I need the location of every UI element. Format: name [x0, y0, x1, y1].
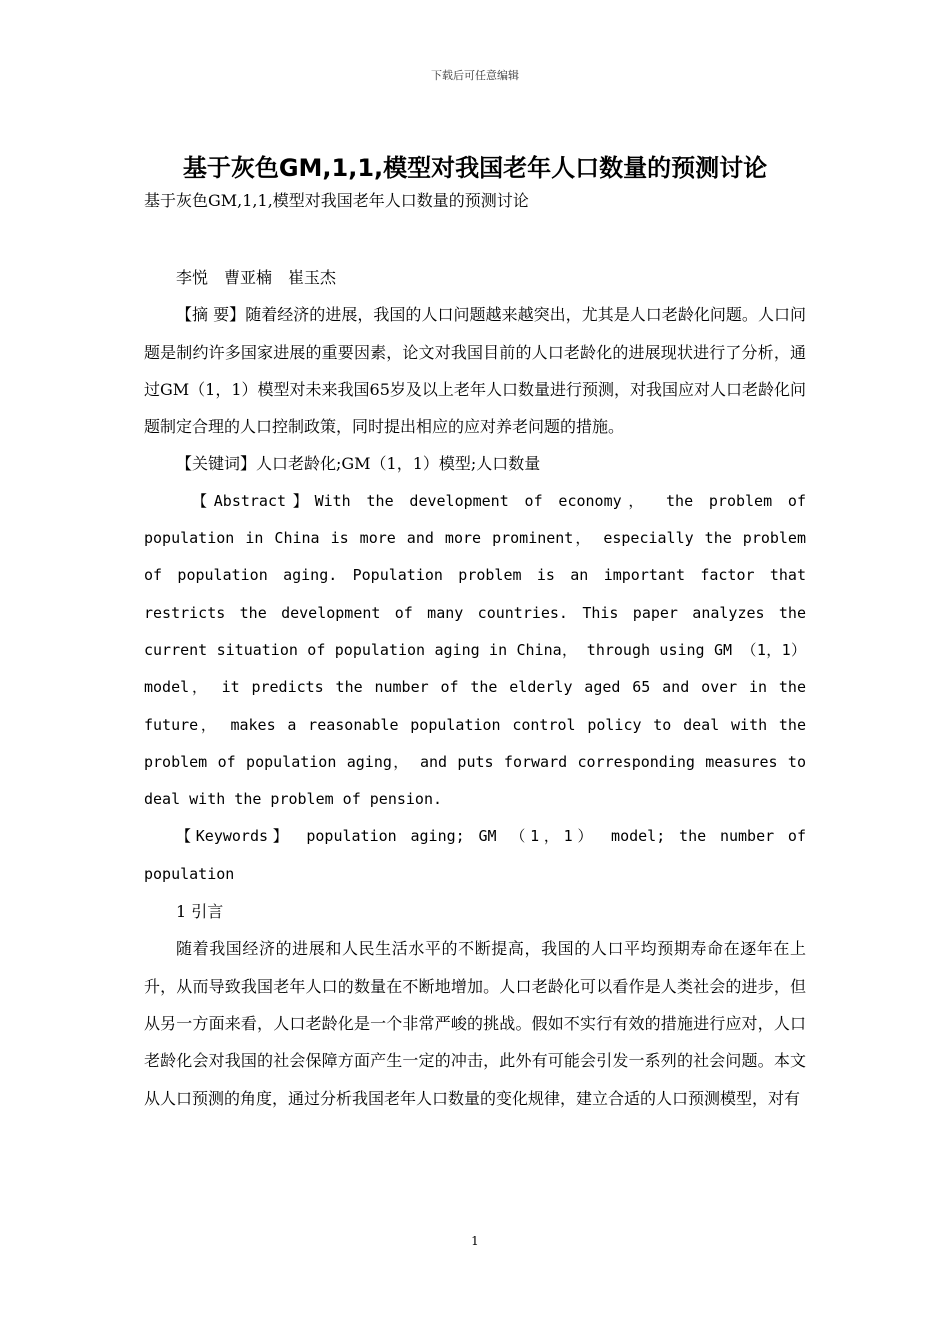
abstract-en: 【Abstract】With the development of economy， the problem of population in China is more and more prominent， especially the problem of population aging. Population problem is an important factor that restricts the development of many countries. This paper analyzes the current situation of population aging in China， through using GM （1，1） model， it predicts the number of the elderly aged 65 and over in the future， makes a reasonable population control policy to deal with the problem of population aging， and puts forward corresponding measures to deal with the problem of pension. [144, 491, 806, 809]
section-body: 随着我国经济的进展和人民生活水平的不断提高，我国的人口平均预期寿命在逐年在上升，从而导致我国老年人口的数量在不断地增加。人口老龄化可以看作是人类社会的进步，但从另一方面来看，人口老龄化是一个非常严峻的挑战。假如不实行有效的措施进行应对，人口老龄化会对我国的社会保障方面产生一定的冲击，此外有可能会引发一系列的社会问题。本文从人口预测的角度，通过分析我国老年人口数量的变化规律，建立合适的人口预测模型，对有 [144, 939, 806, 1108]
keywords-cn: 【关键词】人口老龄化;GM（1，1）模型;人口数量 [176, 454, 541, 474]
page-number: 1 [471, 1234, 479, 1248]
authors: 李悦 曹亚楠 崔玉杰 [176, 268, 337, 287]
abstract-cn: 【摘 要】随着经济的进展，我国的人口问题越来越突出，尤其是人口老龄化问题。人口问题是制约许多国家进展的重要因素，论文对我国目前的人口老龄化的进展现状进行了分析，通过GM（1，1）模型对未来我国65岁及以上老年人口数量进行预测，对我国应对人口老龄化问题制定合理的人口控制政策，同时提出相应的应对养老问题的措施。 [144, 305, 806, 437]
keywords-en: 【Keywords】 population aging; GM （1，1） model; the number of population [144, 827, 806, 883]
section-heading: 1 引言 [176, 902, 224, 922]
page-header: 下载后可任意编辑 [431, 69, 519, 82]
document-subtitle: 基于灰色GM,1,1,模型对我国老年人口数量的预测讨论 [144, 191, 529, 210]
document-title: 基于灰色GM,1,1,模型对我国老年人口数量的预测讨论 [182, 154, 768, 182]
document-body [144, 150, 806, 1117]
